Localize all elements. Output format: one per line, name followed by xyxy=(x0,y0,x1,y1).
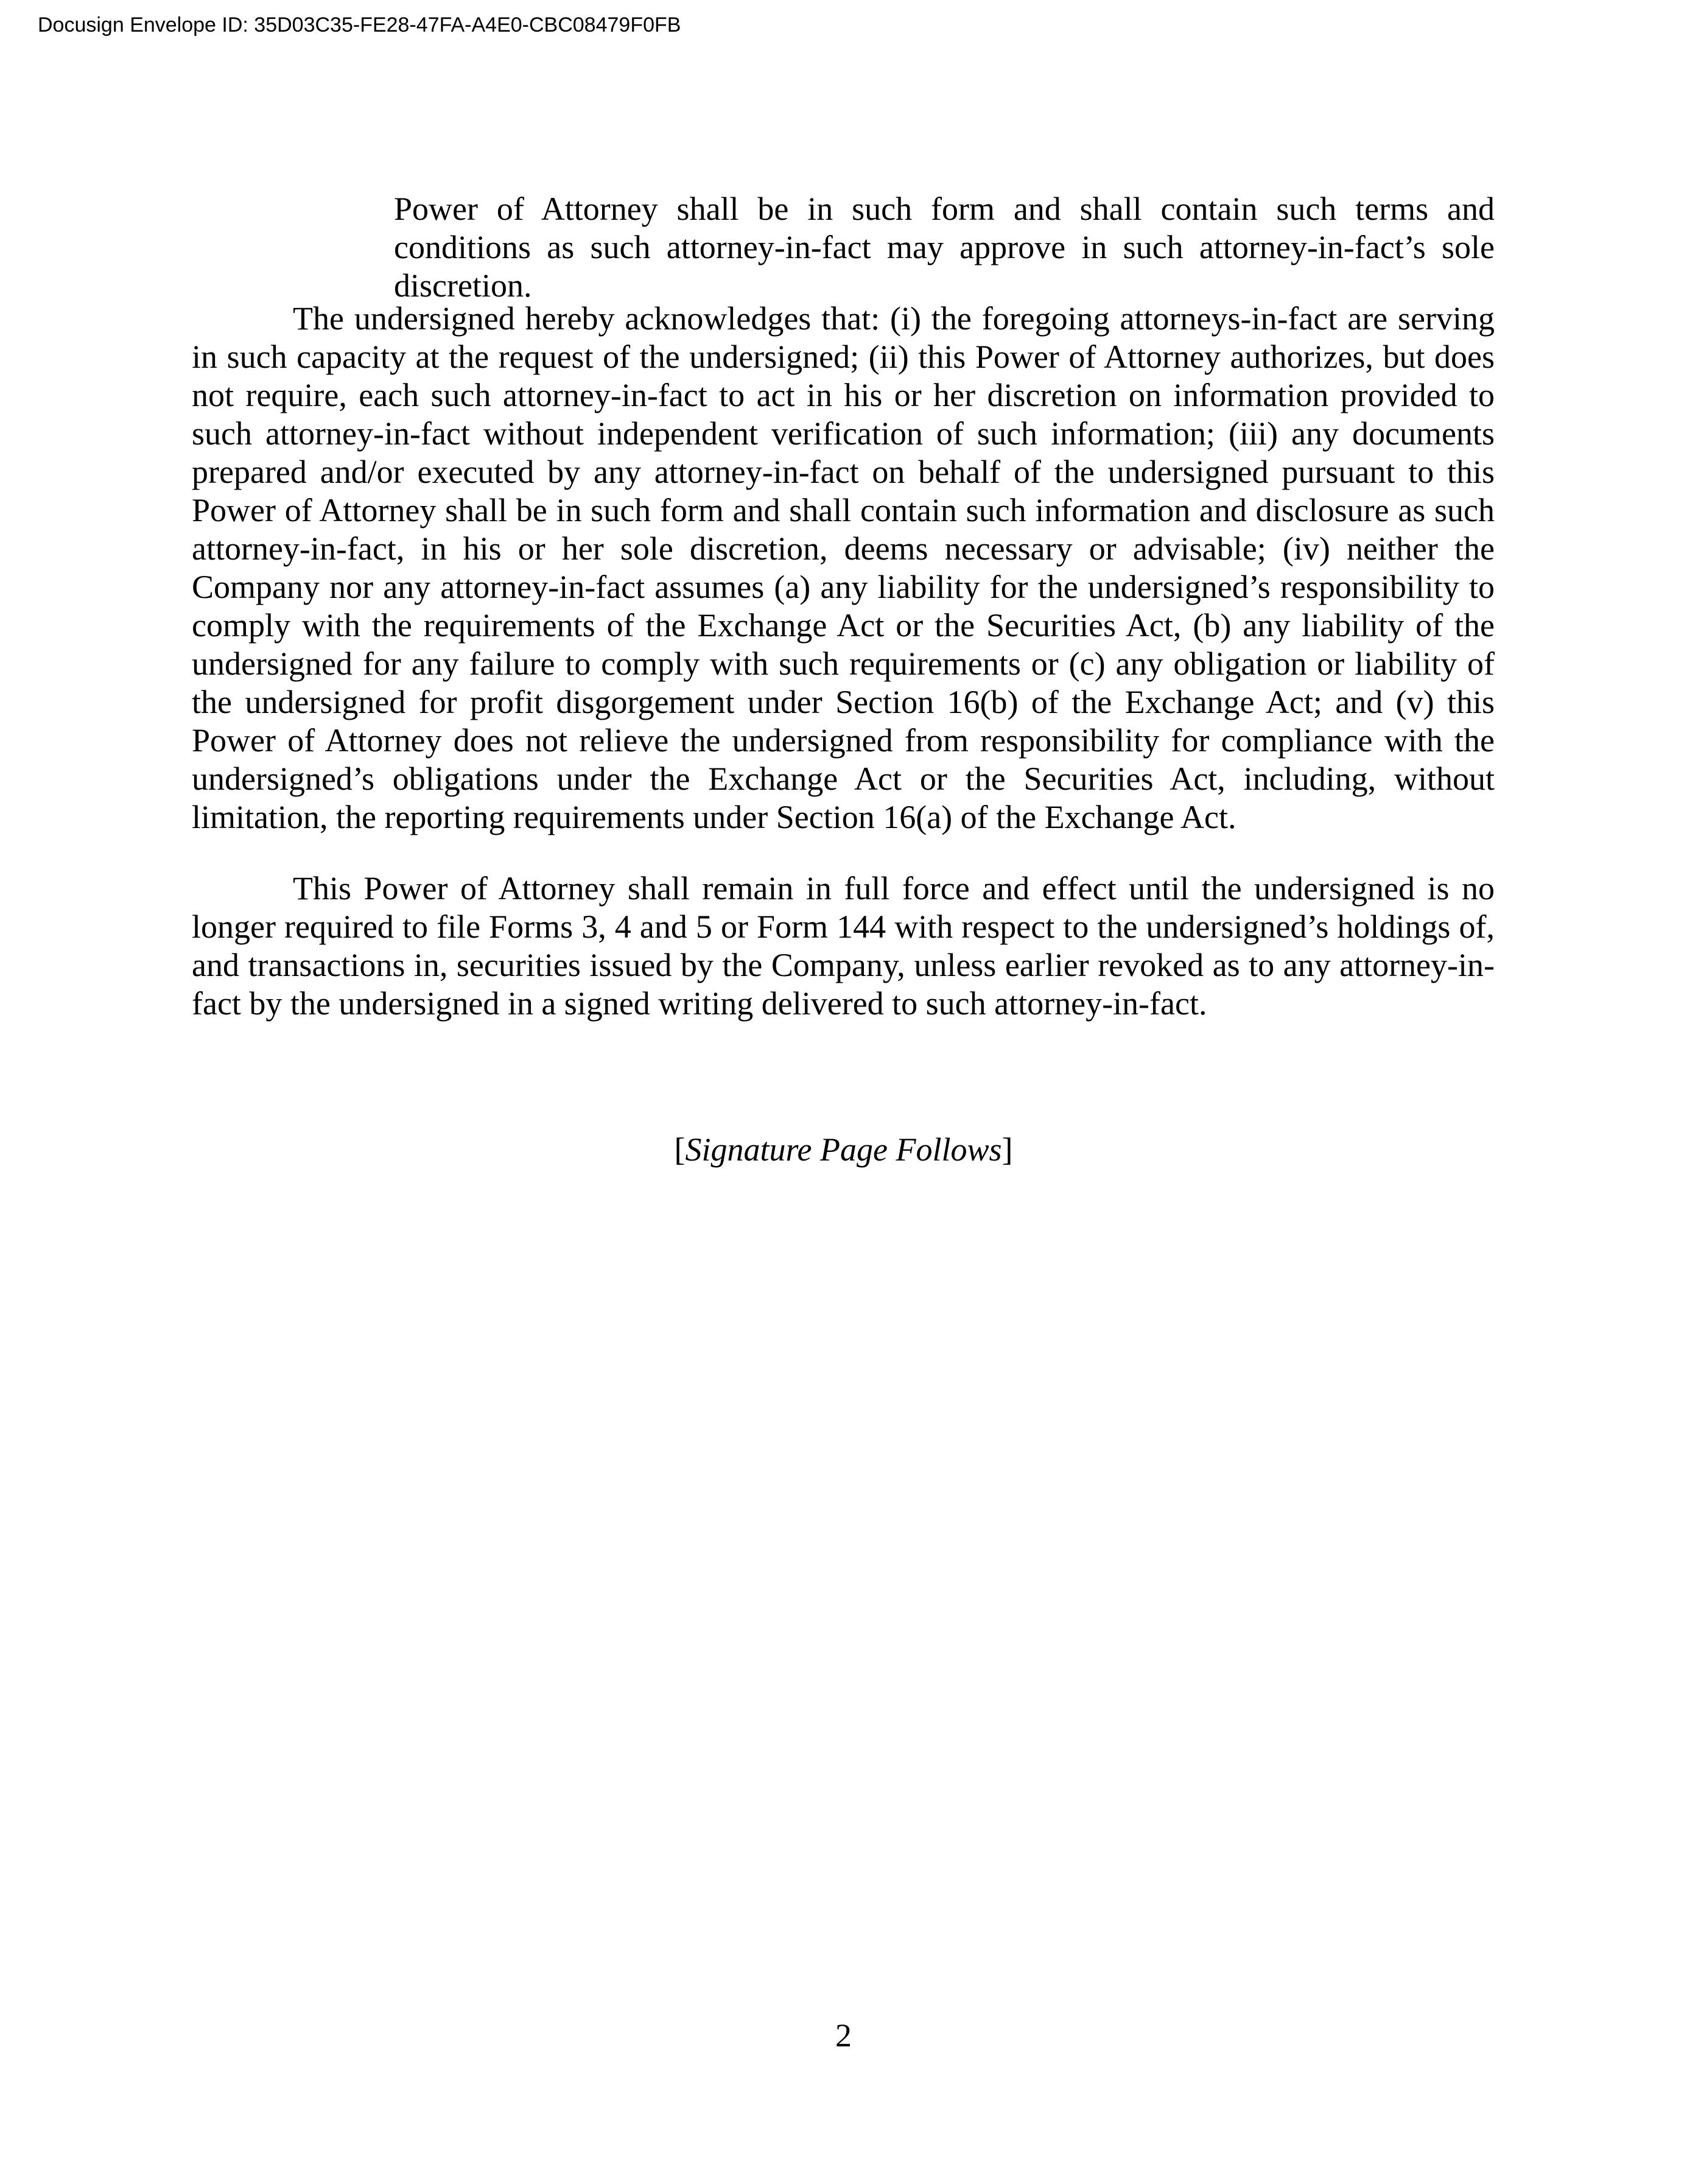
signature-notice-open-bracket: [ xyxy=(674,1131,686,1168)
term-paragraph: This Power of Attorney shall remain in full force and effect until the undersigned is no longer required to file Forms 3, 4 and 5 or Form 144 with respect to the undersigned’s holdings of, and transactions in, securities issued by the Company, unless earlier revoked as to any attorney-in-fact by the undersigned in a signed writing delivered to such attorney-in-fact. xyxy=(192,870,1495,1022)
acknowledgement-paragraph: The undersigned hereby acknowledges that: (i) the foregoing attorneys-in-fact are serving in such capacity at the request of the undersigned; (ii) this Power of Attorney authorizes, but does not require, each such attorney-in-fact to act in his or her discretion on information provided to such attorney-in-fact without independent verification of such information; (iii) any documents prepared and/or executed by any attorney-in-fact on behalf of the undersigned pursuant to this Power of Attorney shall be in such form and shall contain such information and disclosure as such attorney-in-fact, in his or her sole discretion, deems necessary or advisable; (iv) neither the Company nor any attorney-in-fact assumes (a) any liability for the undersigned’s responsibility to comply with the requirements of the Exchange Act or the Securities Act, (b) any liability of the undersigned for any failure to comply with such requirements or (c) any obligation or liability of the undersigned for profit disgorgement under Section 16(b) of the Exchange Act; and (v) this Power of Attorney does not relieve the undersigned from responsibility for compliance with the undersigned’s obligations under the Exchange Act or the Securities Act, including, without limitation, the reporting requirements under Section 16(a) of the Exchange Act. xyxy=(192,300,1495,835)
clause-continuation-text: Power of Attorney shall be in such form and shall contain such terms and conditions as such attorney-in-fact may approve in such attorney-in-fact’s sole discretion. xyxy=(394,191,1495,304)
signature-notice-label: Signature Page Follows xyxy=(685,1131,1002,1168)
signature-page-follows-notice xyxy=(0,1131,1687,1169)
docusign-envelope-id: Docusign Envelope ID: 35D03C35-FE28-47FA-A4E0-CBC08479F0FB xyxy=(38,13,681,37)
page-number: 2 xyxy=(835,2017,852,2054)
signature-notice-close-bracket: ] xyxy=(1001,1131,1013,1168)
